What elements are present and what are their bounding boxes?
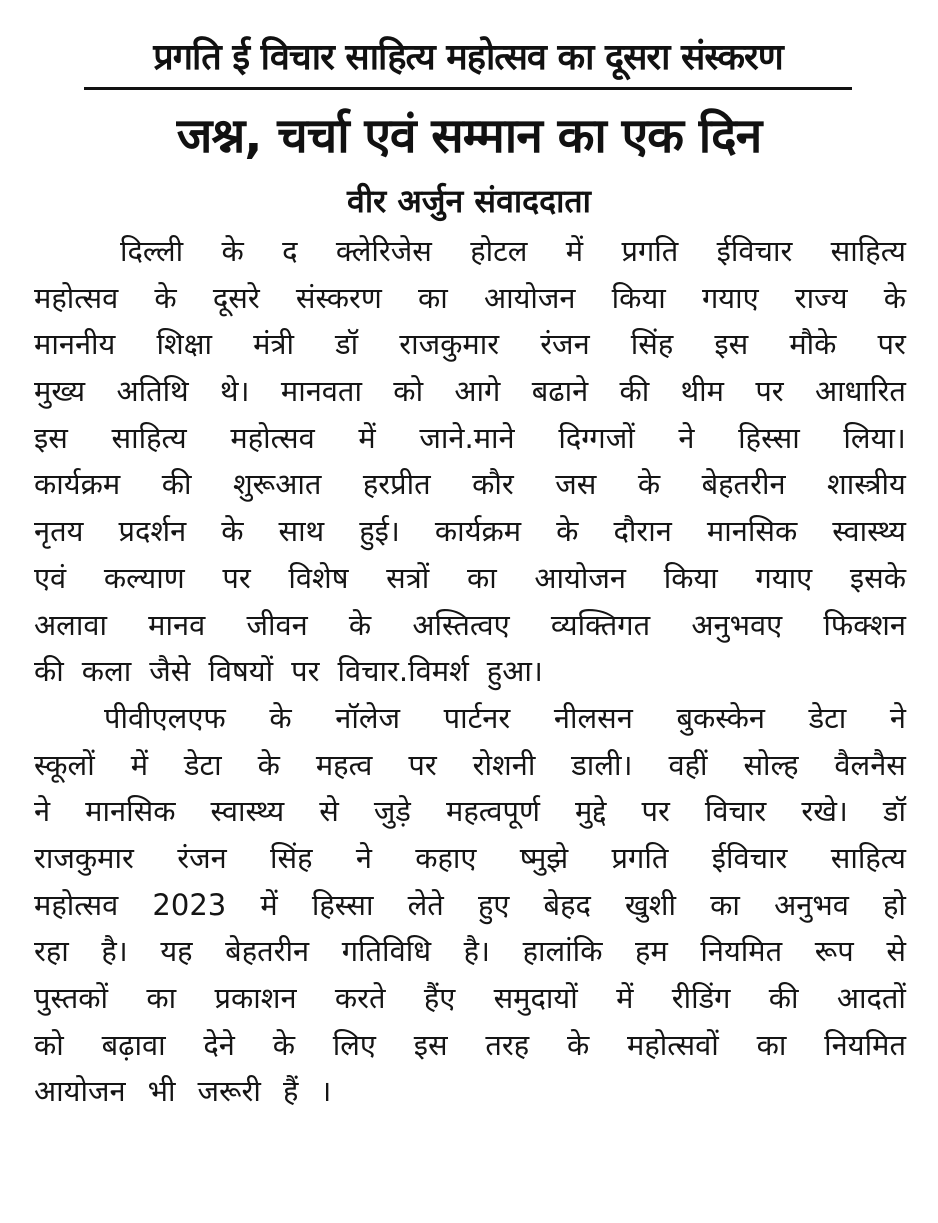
word: अतिथि	[116, 374, 189, 409]
word: मंत्री	[253, 327, 294, 362]
word: हालांकि	[522, 934, 603, 969]
word: में	[260, 887, 278, 922]
word: वैलनैस	[834, 747, 906, 782]
word: किया	[663, 560, 718, 595]
word: के	[272, 1027, 295, 1062]
word: जस	[555, 467, 597, 502]
kicker-headline: प्रगति ई विचार साहित्य महोत्सव का दूसरा संस्करण	[153, 37, 783, 78]
word: स्कूलों	[34, 747, 95, 782]
word: बढ़ावा	[101, 1027, 166, 1062]
word: के	[566, 1027, 590, 1062]
word: महोत्सव	[34, 280, 119, 315]
word: वहीं	[668, 747, 708, 782]
word: का	[466, 560, 497, 595]
word: साहित्य	[111, 420, 187, 455]
word: दूसरे	[212, 280, 260, 315]
word: की	[34, 654, 64, 689]
text-line	[34, 228, 906, 275]
word: के	[257, 747, 280, 782]
word: दौरान	[613, 514, 672, 549]
text-line	[34, 461, 906, 508]
word: बेहतरीन	[225, 934, 310, 969]
word: महोत्सव	[34, 887, 119, 922]
word: सिंह	[630, 327, 674, 362]
article-body	[34, 228, 906, 1115]
word: एवं	[34, 560, 67, 595]
word: बढाने	[531, 374, 589, 409]
word: पर	[291, 654, 320, 689]
word: का	[710, 887, 740, 922]
word: इसके	[849, 560, 906, 595]
word: पुस्तकों	[34, 981, 109, 1015]
kicker-underline	[84, 87, 852, 90]
word: दिल्ली	[120, 234, 184, 268]
word: मुख्य	[34, 374, 86, 409]
word: शास्त्रीय	[827, 467, 906, 502]
word: विषयों	[208, 654, 274, 689]
word: लेते	[407, 887, 444, 922]
word: पर	[755, 374, 784, 409]
word: माननीय	[34, 327, 116, 362]
word: मानसिक	[706, 514, 798, 549]
word: मौके	[789, 327, 837, 362]
word: किया	[611, 280, 666, 315]
word: बेहतरीन	[701, 467, 786, 502]
word: पार्टनर	[443, 700, 511, 735]
word: आयोजन	[34, 1074, 126, 1109]
word: हुई।	[359, 514, 400, 549]
main-headline: जश्न, चर्चा एवं सम्मान का एक दिन	[176, 108, 762, 164]
word: की	[161, 467, 192, 502]
word: ईविचार	[716, 234, 793, 268]
word: सोल्ह	[743, 747, 799, 782]
word: मुद्दे	[575, 794, 607, 829]
word: अनुभवए	[691, 607, 783, 642]
word: साहित्य	[830, 234, 906, 268]
word: ने	[889, 700, 906, 735]
word: देने	[203, 1027, 235, 1062]
word: इस	[34, 420, 68, 455]
text-line	[34, 695, 906, 742]
word: शुरूआत	[232, 467, 322, 502]
word: ने	[678, 420, 695, 455]
word: अलावा	[34, 607, 107, 642]
word: भी	[147, 1074, 176, 1109]
word: रीडिंग	[671, 981, 731, 1015]
word: हम	[635, 934, 668, 969]
word: कहाए	[415, 840, 477, 875]
word: कौर	[472, 467, 514, 502]
text-line	[34, 928, 906, 975]
word: आगे	[454, 374, 501, 409]
text-line	[34, 321, 906, 368]
word: जीवन	[246, 607, 308, 642]
word: के	[883, 280, 906, 315]
word: स्वास्थ्य	[832, 514, 906, 549]
word: विचार	[704, 794, 767, 829]
word: मानवता	[280, 374, 362, 409]
word: डेटा	[808, 700, 847, 735]
word: राजकुमार	[34, 840, 134, 875]
word: के	[154, 280, 177, 315]
word: ने	[355, 840, 372, 875]
word: द	[282, 234, 298, 268]
word: को	[34, 1027, 64, 1062]
word: महोत्सव	[230, 420, 315, 455]
word: रहा	[34, 934, 69, 969]
word: राजकुमार	[399, 327, 500, 362]
word: जाने.माने	[419, 420, 515, 455]
word: प्रगति	[611, 840, 669, 875]
text-line	[34, 368, 906, 415]
word: 2023	[152, 887, 227, 922]
word: नृतय	[34, 514, 84, 549]
word: मानव	[148, 607, 206, 642]
word: फिक्शन	[823, 607, 906, 642]
text-line	[34, 648, 906, 695]
word: रंजन	[540, 327, 590, 362]
word: नॉलेज	[335, 700, 401, 735]
word: हुए	[477, 887, 510, 922]
word: कला	[81, 654, 132, 689]
word: आयोजन	[483, 280, 576, 315]
word: स्वास्थ्य	[210, 794, 285, 829]
text-line	[34, 415, 906, 462]
word: विशेष	[288, 560, 349, 595]
word: आधारित	[814, 374, 906, 409]
word: सिंह	[270, 840, 313, 875]
word: में	[130, 747, 149, 782]
word: रंजन	[177, 840, 227, 875]
word: सत्रों	[386, 560, 430, 595]
text-line	[34, 742, 906, 789]
text-line	[34, 555, 906, 602]
article-paragraph	[34, 228, 906, 695]
word: के	[556, 514, 579, 549]
byline: वीर अर्जुन संवाददाता	[347, 182, 591, 220]
word: में	[565, 234, 584, 268]
word: विचार.विमर्श	[337, 654, 469, 689]
article-paragraph	[34, 695, 906, 1115]
word: क्लेरिजेस	[335, 234, 432, 268]
word: पीवीएलएफ	[104, 700, 226, 735]
word: महत्व	[315, 747, 373, 782]
word: है।	[101, 934, 128, 969]
word: हैंए	[423, 981, 456, 1015]
word: हरप्रीत	[362, 467, 431, 502]
word: के	[637, 467, 661, 502]
text-line	[34, 835, 906, 882]
word: को	[393, 374, 424, 409]
word: थीम	[680, 374, 724, 409]
text-line	[34, 1068, 906, 1115]
word: प्रकाशन	[214, 981, 297, 1015]
word: का	[756, 1027, 787, 1062]
word: मानसिक	[85, 794, 176, 829]
word: व्यक्तिगत	[550, 607, 651, 642]
word: की	[619, 374, 650, 409]
word: हिस्सा	[311, 887, 374, 922]
word: थे।	[220, 374, 250, 409]
word: प्रगति	[621, 234, 679, 268]
word: नीलसन	[553, 700, 633, 735]
word: महोत्सवों	[627, 1027, 719, 1062]
word: शिक्षा	[156, 327, 213, 362]
word: से	[319, 794, 339, 829]
text-line	[34, 788, 906, 835]
text-line	[34, 508, 906, 555]
word: करते	[334, 981, 386, 1015]
word: महत्वपूर्ण	[445, 794, 540, 829]
word: की	[768, 981, 799, 1015]
word: का	[418, 280, 448, 315]
word: ईविचार	[711, 840, 788, 875]
word: रूप	[814, 934, 854, 969]
word: डाली।	[571, 747, 633, 782]
word: लिया।	[843, 420, 906, 455]
word: जरूरी	[197, 1074, 261, 1109]
word: इस	[413, 1027, 448, 1062]
word: साहित्य	[830, 840, 906, 875]
word: नियमित	[700, 934, 783, 969]
word: संस्करण	[295, 280, 382, 315]
word: बुकस्केन	[676, 700, 765, 735]
word: दिग्गजों	[558, 420, 635, 455]
word: पर	[877, 327, 906, 362]
word: यह	[160, 934, 193, 969]
word: आयोजन	[534, 560, 627, 595]
word: नियमित	[824, 1027, 906, 1062]
word: आदतों	[836, 981, 906, 1015]
word: साथ	[278, 514, 325, 549]
word: से	[886, 934, 906, 969]
text-line	[34, 975, 906, 1022]
word: हुआ।	[486, 654, 543, 689]
word: प्रदर्शन	[118, 514, 187, 549]
word: रोशनी	[472, 747, 536, 782]
word: अस्तित्वए	[412, 607, 510, 642]
word: के	[221, 234, 244, 268]
word: जुड़े	[373, 794, 411, 829]
text-line	[34, 602, 906, 649]
word: है।	[463, 934, 491, 969]
word: पर	[408, 747, 437, 782]
word: डेटा	[183, 747, 222, 782]
text-line	[34, 275, 906, 322]
word: डॉ	[335, 327, 359, 362]
word: बेहद	[543, 887, 591, 922]
word: होटल	[470, 234, 528, 268]
word: ।	[320, 1074, 332, 1109]
word: के	[269, 700, 292, 735]
word: में	[358, 420, 376, 455]
word: जैसे	[149, 654, 191, 689]
word: खुशी	[625, 887, 676, 922]
word: रखे।	[801, 794, 848, 829]
word: ष्मुझे	[519, 840, 569, 875]
word: पर	[641, 794, 670, 829]
word: गयाए	[755, 560, 813, 595]
word: में	[616, 981, 634, 1015]
word: हो	[882, 887, 906, 922]
word: का	[146, 981, 177, 1015]
word: हैं	[282, 1074, 299, 1109]
text-line	[34, 1022, 906, 1069]
word: पर	[222, 560, 251, 595]
word: कार्यक्रम	[434, 514, 522, 549]
word: तरह	[485, 1027, 530, 1062]
word: गयाए	[701, 280, 759, 315]
word: के	[348, 607, 372, 642]
word: के	[221, 514, 244, 549]
word: ने	[34, 794, 51, 829]
word: लिए	[332, 1027, 376, 1062]
word: गतिविधि	[341, 934, 432, 969]
word: डॉ	[882, 794, 906, 829]
word: कल्याण	[103, 560, 185, 595]
word: राज्य	[794, 280, 848, 315]
word: अनुभव	[774, 887, 849, 922]
word: समुदायों	[493, 981, 578, 1015]
word: इस	[714, 327, 749, 362]
word: कार्यक्रम	[34, 467, 121, 502]
word: हिस्सा	[738, 420, 800, 455]
text-line	[34, 882, 906, 929]
